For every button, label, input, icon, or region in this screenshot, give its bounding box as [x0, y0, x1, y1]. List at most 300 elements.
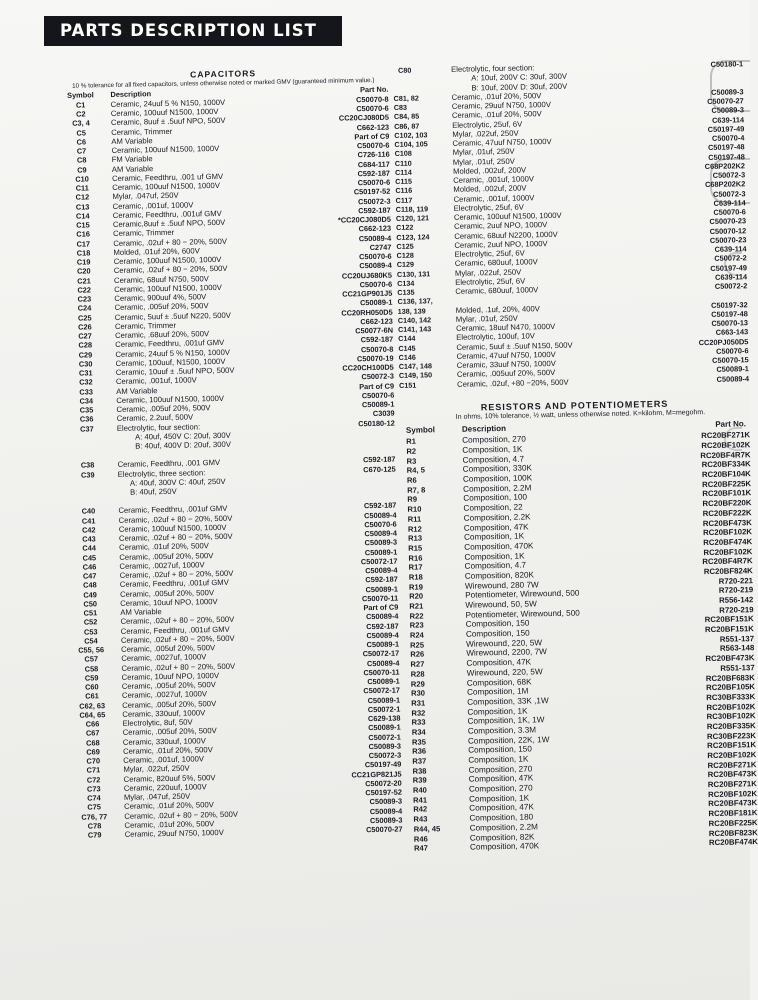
part-symbol: R1	[406, 436, 417, 447]
part-symbol: C48	[82, 580, 97, 590]
part-number: CC20UJ680K5	[341, 270, 393, 281]
part-symbol: C46	[82, 562, 97, 572]
part-symbol: C13	[75, 201, 90, 212]
part-number: C50089-4	[365, 565, 398, 576]
part-symbol: C30	[78, 359, 93, 369]
part-description: Ceramic, .005uf 20%, 500V	[119, 550, 214, 562]
part-symbol: C81, 82	[393, 93, 419, 103]
part-number: C592-187	[362, 454, 396, 465]
part-description: Ceramic, 47uuf N750, 1000V	[452, 136, 552, 148]
part-description: Ceramic, .01uf 20%, 500V	[119, 541, 209, 553]
part-number: RC20BF823K	[708, 827, 758, 838]
part-number: C50072-1	[367, 704, 401, 714]
part-symbol: R30	[410, 688, 426, 698]
part-symbol: R18	[408, 572, 423, 582]
part-description: Composition, 47K	[466, 657, 532, 668]
part-description: Composition, 22	[463, 502, 523, 513]
part-symbol: C51	[83, 608, 98, 618]
part-number: RC20BF102K	[702, 527, 753, 538]
part-number: C50089-4	[369, 806, 403, 816]
part-symbol: C140, 142	[397, 315, 432, 325]
part-symbol: C129	[396, 259, 415, 270]
part-description: Mylar, .047uf, 250V	[112, 191, 179, 202]
part-number: RC20BF225K	[702, 478, 752, 489]
part-symbol: C21	[77, 275, 91, 286]
part-description: Composition, 2.2M	[469, 822, 538, 833]
part-description: Composition, 180	[469, 812, 534, 823]
part-description: Ceramic, 100uuf N1500, 1000V	[113, 254, 222, 267]
part-description: Wirewound, 280 7W	[464, 579, 539, 591]
part-number: C50089-4	[358, 233, 392, 243]
part-number: R720-219	[718, 585, 754, 596]
part-description: Ceramic, 330uuf, 1000V	[122, 708, 206, 719]
part-symbol: R20	[409, 591, 424, 602]
resistor-rows	[400, 431, 758, 854]
part-symbol: C62, 63	[79, 700, 106, 711]
part-number: C50072-3	[361, 371, 394, 382]
part-symbol: C125	[396, 241, 414, 251]
part-symbol: R21	[409, 601, 424, 611]
part-description: Composition, 1K	[468, 793, 530, 804]
part-symbol: C79	[87, 830, 102, 840]
part-description: Composition, 820K	[464, 570, 535, 581]
part-symbol: C7	[76, 146, 87, 156]
part-number: C50072-17	[363, 685, 401, 696]
part-description: Ceramic, .02uf + 80 − 20%, 500V	[120, 633, 235, 645]
part-description: Molded, .1uf, 20%, 400V	[455, 303, 540, 315]
part-symbol: C32	[79, 377, 93, 387]
part-symbol: C2	[75, 109, 86, 119]
part-description: Ceramic, 820uuf 5%, 500V	[123, 772, 216, 784]
capacitors-continued	[393, 59, 749, 389]
part-symbol: C23	[77, 294, 92, 304]
part-description: Composition, 1K	[462, 444, 523, 455]
part-symbol: C44	[82, 543, 97, 553]
part-description: Ceramic, .0027uf, 1000V	[121, 689, 208, 701]
part-description: Ceramic, 100uuf N1500, 1000V	[453, 210, 562, 222]
part-description: Mylar, .01uf, 250V	[455, 313, 518, 324]
part-description: Ceramic, 900uuf 4%, 500V	[114, 292, 207, 304]
part-number: C3039	[372, 408, 395, 419]
part-number: CC20PJ050D5	[698, 336, 749, 347]
part-description: Composition, 22K, 1W	[467, 734, 550, 746]
part-symbol: C38	[80, 460, 95, 470]
part-number: C50072-2	[714, 253, 747, 264]
part-description: Composition, 1K, 1W	[467, 715, 545, 726]
c80-section-b-d: B: 10uf, 200V D: 30uf, 200V	[471, 81, 568, 92]
part-description: Ceramic, 100uuf N1500, 1000V	[116, 393, 225, 405]
part-number: CC20CJ080D5	[338, 112, 390, 123]
part-number: C50197-48	[707, 142, 745, 153]
part-description: Electrolytic, 25uf, 6V	[453, 202, 524, 213]
part-symbol: C123, 124	[396, 231, 430, 242]
part-number: C2747	[369, 242, 392, 252]
part-symbol: C114	[394, 167, 412, 177]
part-symbol: R38	[412, 766, 427, 776]
part-symbol: C45	[82, 552, 97, 563]
part-symbol: C5	[76, 128, 86, 138]
part-symbol: C78	[87, 821, 102, 831]
part-number: RC20BF104K	[701, 469, 751, 480]
part-number: C50070-27	[365, 824, 403, 835]
part-number: CC21GP901J5	[342, 288, 393, 299]
part-number: C50197-48	[711, 308, 748, 319]
part-symbol: R9	[407, 495, 418, 505]
part-description: Ceramic, .02uf + 80 − 20%, 500V	[118, 531, 233, 543]
part-symbol: C37	[79, 423, 94, 434]
part-number: R556-142	[718, 595, 754, 605]
part-symbol: C41	[81, 515, 96, 526]
part-description: Ceramic, Trimmer	[113, 228, 175, 239]
part-number: C592-187	[357, 168, 391, 179]
part-description: Ceramic, 24uuf 5 % N150, 1000V	[110, 97, 226, 109]
part-description: Composition, 270	[468, 783, 533, 794]
part-description: Ceramic, .02uf + 80 − 20%, 500V	[120, 615, 235, 627]
part-description: Ceramic, Feedthru, .001uf GMV	[115, 338, 225, 350]
part-description: Composition, 470K	[464, 541, 534, 552]
part-description: Mylar, .01uf, 250V	[452, 156, 515, 167]
part-number: C50070-13	[711, 318, 749, 328]
part-number: RC20BF222K	[702, 508, 752, 518]
part-symbol: R37	[412, 756, 427, 766]
part-description: Composition, 1K	[468, 754, 529, 765]
part-number: C50197-49	[710, 262, 748, 273]
part-symbol: C25	[77, 312, 92, 323]
part-description: Ceramic, .0027uf, 1000V	[121, 652, 207, 664]
part-symbol: C110	[394, 158, 412, 168]
c39-section-b: B: 40uf, 250V	[129, 486, 177, 497]
part-number: C50070-8	[360, 344, 394, 354]
part-symbol: R31	[411, 698, 426, 708]
part-description: Wirewound, 2200, 7W	[466, 647, 547, 659]
part-symbol: C34	[79, 396, 94, 406]
part-number: C662-123	[358, 223, 392, 234]
part-description: Composition, 1K	[464, 551, 525, 562]
part-number: C50089-4	[716, 373, 750, 384]
part-description: Ceramic, 100uuf N1500, 1000V	[114, 282, 222, 294]
part-description: Composition, 4.7	[464, 560, 527, 571]
part-number: C68P202K2	[704, 161, 746, 171]
part-description: Ceramic, 680uuf, 1000V	[454, 257, 538, 269]
part-symbol: C29	[78, 349, 93, 360]
table-row: C136, 137,	[397, 296, 433, 307]
part-symbol: C67	[85, 728, 100, 738]
part-description: Ceramic, .68uuf 20%, 500V	[114, 329, 210, 340]
part-number: RC20BF271K	[707, 779, 757, 790]
part-description: Molded, .002uf, 200V	[453, 183, 527, 195]
part-number: C726-116	[357, 149, 390, 160]
part-description: Ceramic, .01uf 20%, 500V	[124, 800, 214, 812]
part-number: C50070-6	[359, 279, 393, 290]
part-description: Ceramic, .001uf, 1000V	[123, 754, 205, 765]
part-description: Ceramic, .0027uf, 1000V	[119, 560, 205, 571]
part-description: Ceramic, 24uuf 5 % N150, 1000V	[115, 347, 231, 359]
part-number: C50180-12	[358, 418, 395, 428]
part-description: Ceramic, 18uuf N470, 1000V	[455, 321, 556, 333]
part-symbol: C73	[86, 784, 101, 794]
part-symbol: R13	[407, 533, 423, 544]
part-description: Ceramic, .02uf + 80 − 20%, 500V	[113, 236, 228, 248]
part-symbol: R23	[409, 620, 424, 631]
part-number: RC20BF102K	[703, 546, 753, 557]
part-symbol: C54	[84, 636, 98, 646]
part-description: Composition, 68K	[466, 676, 532, 688]
part-number: C50070-19	[356, 353, 394, 364]
part-description: Ceramic, 2uuf NPO, 1000V	[454, 220, 548, 232]
part-number: C50070-6	[361, 390, 395, 401]
part-description: Composition, 1K	[467, 706, 528, 717]
part-symbol: C68	[86, 737, 100, 748]
part-description: Ceramic, .005uf 20%, 500V	[114, 301, 209, 313]
part-number: R720-219	[719, 604, 754, 615]
part-symbol: C60	[84, 682, 99, 692]
part-description: Ceramic, 29uuf N750, 1000V	[124, 828, 224, 839]
part-symbol: C14	[75, 211, 90, 221]
part-description: Electrolytic, 25uf, 6V	[452, 119, 523, 130]
part-description: FM Variable	[111, 154, 153, 165]
part-symbol: C117	[395, 195, 413, 205]
part-number: RC20BF4R7K	[702, 556, 753, 567]
part-number: R551-137	[719, 633, 755, 644]
part-number: C663-143	[715, 327, 749, 338]
part-description: Ceramic, 8uuf ± .5uuf NPO, 500V	[110, 116, 226, 128]
part-number: C50070-4	[711, 133, 745, 143]
part-number: RC20BF474K	[708, 837, 758, 848]
part-description: Ceramic, .005uf 20%, 500V	[122, 698, 217, 710]
part-number: C50089-1	[367, 676, 400, 687]
part-symbol: C70	[86, 756, 101, 766]
part-number: CC21GP821J5	[351, 769, 402, 780]
part-number: RC20BF824K	[703, 566, 753, 577]
part-number: RC20BF334K	[701, 459, 751, 470]
part-description: Ceramic, Feedthru, .001uf GMV	[120, 624, 230, 636]
part-description: Ceramic, .02uf + 80 − 20%, 500V	[119, 568, 234, 580]
part-number: C50070-15	[712, 355, 749, 365]
part-number: RC20BF151K	[707, 740, 757, 751]
part-symbol: C15	[76, 220, 90, 230]
part-symbol: C58	[84, 663, 99, 674]
part-description: Mylar, .022uf, 250V	[452, 128, 519, 139]
part-symbol: C18	[76, 248, 91, 258]
resistors-title: RESISTORS AND POTENTIOMETERS	[480, 398, 669, 413]
part-number: C50077-6N	[355, 325, 394, 336]
part-number: C50072-3	[712, 188, 746, 199]
part-symbol: C84, 85	[393, 111, 420, 122]
part-description: Composition, 2.2K	[463, 512, 531, 523]
part-description: Electrolytic, 25uf, 6V	[454, 248, 525, 259]
part-description: Ceramic, Feedthru, .001 uf GMV	[111, 171, 224, 183]
part-number: RC20BF220K	[702, 498, 752, 509]
part-symbol: R11	[407, 514, 422, 524]
part-symbol: R42	[413, 804, 428, 815]
part-symbol: R32	[411, 708, 426, 718]
part-description: Ceramic, 100uuf N1500, 1000V	[112, 180, 220, 193]
part-description: Ceramic, 220uuf, 1000V	[123, 782, 207, 793]
part-symbol: C75	[87, 802, 101, 812]
part-number: RC20BF474K	[703, 537, 753, 548]
part-symbol: C19	[76, 257, 91, 267]
part-number: C50070-6	[357, 177, 391, 188]
part-symbol: C59	[84, 673, 99, 683]
part-description: AM Variable	[116, 385, 158, 396]
part-number: C50089-3	[711, 87, 744, 97]
part-number: C50089-1	[368, 722, 401, 733]
part-description: Wirewound, 220, 5W	[466, 667, 543, 678]
capacitor-rows	[59, 94, 395, 433]
part-number: C50089-4	[366, 658, 400, 668]
part-symbol: C8	[76, 155, 87, 165]
part-symbol: C49	[83, 589, 97, 600]
part-description: Composition, 2.2M	[463, 483, 532, 494]
header-symbol: Symbol	[405, 425, 435, 436]
part-number: Part of C9	[363, 602, 399, 613]
part-description: Ceramic, .02uf + 80 − 20%, 500V	[118, 513, 233, 525]
part-description: Ceramic, .02uf + 80 − 20%, 500V	[121, 661, 236, 673]
part-symbol: C53	[83, 626, 98, 637]
part-number: C50089-1	[367, 695, 401, 705]
part-symbol: 138, 139	[397, 305, 426, 316]
part-description: Ceramic, .005uf 20%, 500V	[121, 680, 216, 691]
part-number: RC20BF102K	[706, 701, 756, 712]
part-number: C639-114	[714, 271, 748, 282]
part-description: Mylar, .01uf, 250V	[452, 146, 515, 158]
part-symbol: C69	[86, 747, 100, 757]
part-number: RC20BF102K	[707, 750, 757, 761]
part-number: C50072-3	[357, 196, 391, 206]
part-number: C50072-17	[362, 648, 400, 659]
part-number: C50070-6	[356, 103, 389, 114]
part-number: CC20CH100D5	[342, 362, 394, 373]
part-number: C50197-32	[710, 299, 748, 310]
part-description: Composition, 470K	[469, 841, 540, 852]
part-description: Composition, 1M	[466, 686, 529, 697]
part-symbol: R35	[411, 737, 427, 747]
part-description: Composition, 150	[465, 618, 530, 630]
part-description: Composition, 150	[468, 744, 532, 756]
part-number: C50089-3	[369, 796, 403, 807]
part-symbol: R24	[409, 630, 424, 640]
part-symbol: R17	[408, 562, 423, 573]
header-part-no: Part No.	[715, 419, 747, 430]
part-symbol: C76, 77	[81, 811, 108, 822]
part-symbol: C42	[81, 525, 96, 535]
part-number: C50089-3	[364, 537, 398, 548]
part-description: Mylar, .022uf, 250V	[123, 763, 190, 775]
part-number: C662-123	[360, 316, 393, 327]
part-number: C50197-49	[707, 124, 745, 134]
part-symbol: C12	[75, 192, 90, 202]
c37-section-b-d: B: 40uf, 400V D: 20uf, 300V	[135, 439, 231, 451]
part-description: Electrolytic, 8uf, 50V	[122, 717, 193, 728]
part-number: Part of C9	[354, 131, 390, 142]
part-symbol: R33	[411, 717, 426, 728]
part-description: AM Variable	[120, 607, 162, 617]
part-number: RC20BF102K	[701, 440, 751, 451]
part-description: Mylar, .022uf, 250V	[454, 267, 522, 278]
part-description: Ceramic, Feedthru, .001uf GMV	[112, 208, 222, 220]
part-symbol: R22	[409, 611, 424, 621]
part-number: C50070-6	[356, 140, 390, 151]
part-number: RC20BF271K	[701, 430, 751, 441]
part-description: Ceramic, .001uf, 1000V	[453, 174, 535, 185]
part-number: C50070-6	[359, 251, 392, 262]
part-description: Ceramic, 68uuf N750, 500V	[113, 273, 209, 285]
part-number: RC20BF683K	[705, 672, 755, 683]
part-number: C662-123	[356, 122, 390, 132]
part-number: RC20BF473K	[707, 769, 757, 780]
part-symbol: C17	[76, 238, 91, 249]
part-number: C670-125	[363, 464, 396, 474]
part-symbol: C104, 105	[394, 139, 428, 149]
part-symbol: C39	[80, 469, 95, 480]
part-number: C50197-49	[364, 759, 402, 770]
part-description: Composition, 330K	[462, 463, 533, 475]
part-number: C50089-3	[711, 105, 744, 116]
capacitors-title: CAPACITORS	[189, 68, 257, 80]
part-number: C50072-3	[368, 750, 402, 761]
part-description: Ceramic, 68uuf N2200, 1000V	[454, 229, 558, 241]
part-description: Ceramic, .001uf, 1000V	[453, 192, 535, 204]
part-symbol: C130, 131	[396, 268, 431, 279]
part-symbol: C3, 4	[72, 118, 90, 129]
part-number: C50089-1	[365, 584, 399, 594]
part-description: Ceramic, Feedthru, .001uf GMV	[119, 578, 229, 590]
part-number: RC20BF151K	[704, 614, 754, 625]
part-description: Ceramic, Trimmer	[114, 320, 177, 331]
part-description: Ceramic, 10uuf ± .5uuf NPO, 500V	[115, 365, 235, 377]
part-number: RC20BF225K	[708, 817, 758, 828]
part-number: C50070-27	[707, 96, 744, 106]
part-symbol: R6	[406, 475, 417, 485]
part-number: RC20BF335K	[706, 721, 756, 732]
part-number: C50089-1	[366, 639, 400, 650]
part-number: C50089-1	[359, 297, 393, 308]
part-number: C50072-2	[714, 281, 748, 291]
part-number: C50070-8	[356, 94, 389, 105]
part-number: C50070-11	[363, 667, 400, 678]
part-symbol: C61	[85, 691, 99, 701]
part-number: C50089-1	[716, 364, 749, 375]
c37-section-a-c: A: 40uf, 450V C: 20uf, 300V	[134, 430, 231, 442]
header-description: Description	[110, 89, 152, 99]
part-symbol: C83	[393, 102, 408, 112]
part-description: Ceramic, 100uuf N1500, 1000V	[118, 522, 227, 534]
part-number: C50089-1	[364, 547, 398, 557]
part-symbol: R40	[412, 785, 427, 795]
part-symbol: C64, 65	[79, 710, 106, 720]
part-symbol: R28	[410, 669, 425, 679]
part-number: RC30BF223K	[706, 730, 757, 741]
part-number: C639-114	[711, 114, 745, 125]
part-description: Ceramic, .01uf 20%, 500V	[122, 744, 213, 756]
part-number: C50072-3	[712, 170, 746, 180]
part-symbol: C151	[399, 380, 417, 390]
part-symbol: C1	[75, 100, 86, 110]
part-number: R720-221	[718, 575, 754, 586]
part-number: C639-114	[713, 198, 746, 208]
part-symbol: R3	[406, 456, 417, 466]
part-number: R563-148	[719, 643, 755, 654]
part-number: C50089-4	[364, 528, 398, 539]
part-symbol: C115	[395, 176, 413, 186]
part-description: Composition, 270	[462, 434, 526, 446]
part-symbol: C134	[397, 278, 415, 288]
part-symbol: C6	[76, 137, 87, 147]
part-description: Ceramic, .02uf + 80 − 20%, 500V	[124, 809, 239, 821]
part-symbol: C86, 87	[394, 121, 420, 131]
part-description: Ceramic, Feedthru, .001 GMV	[117, 458, 221, 470]
part-description: Ceramic, .01uf 20%, 500V	[451, 90, 542, 102]
